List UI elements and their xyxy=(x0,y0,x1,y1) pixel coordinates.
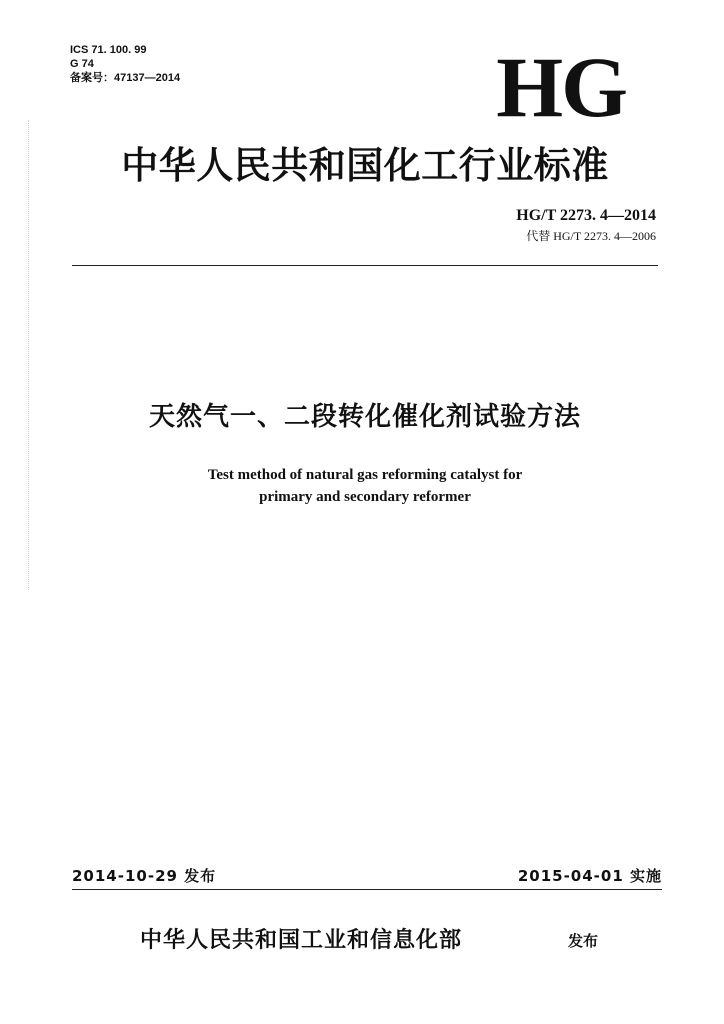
record-number: 备案号：47137—2014 xyxy=(70,72,181,84)
document-title-chinese: 天然气一、二段转化催化剂试验方法 xyxy=(148,402,581,432)
issue-label: 发布 xyxy=(568,932,599,950)
hg-logo: HG xyxy=(496,39,626,135)
document-title-english xyxy=(60,464,670,508)
issuing-authority: 中华人民共和国工业和信息化部 xyxy=(140,927,463,953)
ics-code: ICS 71. 100. 99 xyxy=(70,44,147,56)
standard-category-title: 中华人民共和国化工行业标准 xyxy=(121,143,609,187)
implementation-date: 2015-04-01 实施 xyxy=(517,867,662,885)
scan-edge-line xyxy=(28,120,29,590)
replaces-standard: 代替 HG/T 2273. 4—2006 xyxy=(526,229,656,243)
ccs-code: G 74 xyxy=(70,58,94,70)
standard-number: HG/T 2273. 4—2014 xyxy=(516,207,656,224)
english-title-line-2: primary and secondary reformer xyxy=(259,489,471,505)
header-divider xyxy=(72,265,658,266)
issue-date: 2014-10-29 发布 xyxy=(72,867,217,885)
footer-divider xyxy=(72,889,662,890)
english-title-line-1: Test method of natural gas reforming catalyst for xyxy=(207,467,523,483)
